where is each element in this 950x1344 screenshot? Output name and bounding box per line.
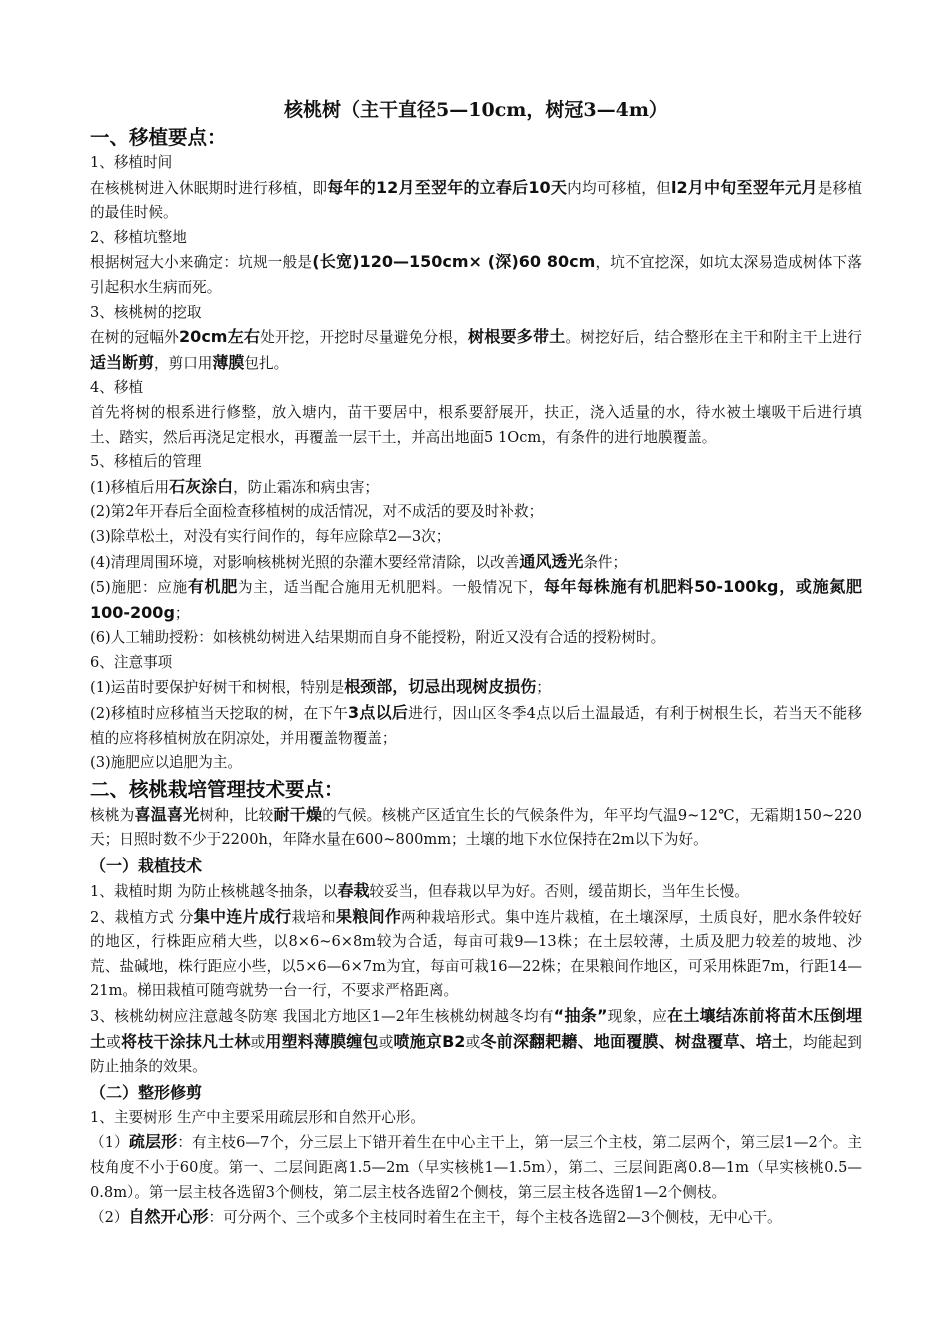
emphasis-text: 冬前深翻耙耱、地面覆膜、树盘覆草、培土: [480, 1031, 789, 1051]
paragraph: [90, 301, 862, 326]
emphasis-text: l2月中旬至翌年元月: [670, 177, 818, 197]
body-text: (3)施肥应以追肥为主。: [90, 754, 243, 772]
body-text: 处开挖，开挖时尽量避免分根，: [260, 329, 468, 347]
emphasis-text: 每年每株施有机肥料50-100kg，或施氮肥100-200g: [90, 577, 862, 622]
body-text: 6、注意事项: [90, 653, 173, 671]
body-text: 包扎。: [244, 354, 289, 372]
body-text: 在树的冠幅外: [90, 329, 180, 347]
body-text: 内均可移植，但: [567, 179, 671, 197]
paragraph: [90, 1106, 862, 1131]
paragraph: [90, 176, 862, 226]
body-text: 核桃为: [90, 806, 135, 824]
emphasis-text: 喜温喜光: [134, 804, 200, 824]
body-text: (1)移植后用: [90, 478, 170, 496]
body-text: 首先将树的根系进行修整，放入塘内，苗干要居中，根系要舒展开，扶正，浇入适量的水，待水被土壤吸干后进行填土、踏实，然后再浇足定根水，再覆盖一层干土，并高出地面5 1Ocm，有条件的进行地膜覆盖。: [90, 403, 862, 446]
body-text: 是移植的最佳时候。: [90, 179, 862, 222]
paragraph: [90, 325, 862, 376]
emphasis-text: 3点以后: [348, 703, 409, 723]
paragraph: [90, 803, 862, 853]
body-text: 树种，比较: [199, 806, 274, 824]
emphasis-text: 果粮间作: [336, 906, 402, 926]
body-text: ：有主枝6—7个，分三层上下错开着生在中心主干上，第一层三个主枝，第二层两个，第三层1—2个。主枝角度不小于60度。第一、二层间距离1.5—2m（早实核桃1—1.5m），第二、三层间距离0.8—1m（早实核桃0.5—0.8m）。第一层主枝各选留3个侧枝，第二层主枝各选留2个侧枝，第三层主枝各选留1—2个侧枝。: [90, 1134, 862, 1201]
body-text: 3、核桃幼树应注意越冬防寒 我国北方地区1—2年生核桃幼树越冬均有: [90, 1008, 554, 1025]
body-text: 或: [378, 1033, 394, 1051]
body-text: (4)清理周围环境，对影响核桃树光照的杂灌木要经常清除，以改善: [90, 553, 520, 571]
paragraph: [90, 250, 862, 300]
emphasis-text: 自然开心形: [128, 1207, 209, 1227]
emphasis-text: 集中连片成行: [193, 906, 292, 926]
body-text: ；: [536, 679, 551, 697]
paragraph: [90, 1004, 862, 1080]
emphasis-text: 20cm左右: [179, 327, 261, 347]
body-text: （2）: [90, 1209, 129, 1227]
paragraph: [90, 475, 862, 501]
emphasis-text: 用塑料薄膜缠包: [265, 1031, 379, 1051]
paragraph: [90, 401, 862, 450]
body-text: 栽培和: [291, 908, 337, 926]
document-page: [90, 96, 862, 1231]
emphasis-text: 喷施京B2: [393, 1031, 466, 1051]
emphasis-text: (长宽)120—150cm× (深)60 80cm: [312, 252, 596, 272]
body-text: ，剪口用: [154, 354, 213, 372]
body-text: （1）: [90, 1134, 129, 1152]
emphasis-text: 有机肥: [187, 577, 238, 597]
body-text: 较妥当，但春栽以早为好。否则，缓苗期长，当年生长慢。: [369, 883, 749, 901]
body-text: 3、核桃树的挖取: [90, 303, 202, 321]
body-text: (2)第2年开春后全面检查移植树的成活情况，对不成活的要及时补救；: [90, 503, 544, 521]
emphasis-text: 每年的12月至翌年的立春后10天: [327, 177, 568, 197]
paragraph: [90, 1130, 862, 1205]
emphasis-text: “抽条”: [553, 1006, 608, 1025]
body-text: (2)移植时应移植当天挖取的树，在下午: [90, 705, 349, 723]
emphasis-text: 薄膜: [212, 352, 245, 372]
paragraph: [90, 575, 862, 626]
body-text: 条件；: [583, 553, 628, 571]
paragraph: [90, 525, 862, 550]
paragraph: [90, 879, 862, 905]
document-body: [90, 124, 862, 1231]
paragraph: [90, 675, 862, 701]
body-text: 。树挖好后，结合整形在主干和附主干上进行: [565, 329, 862, 347]
body-text: 2、移植坑整地: [90, 228, 187, 246]
body-text: 1、移植时间: [90, 154, 173, 171]
body-text: 现象，应: [607, 1008, 668, 1025]
body-text: 为主，适当配合施用无机肥料。一般情况下，: [237, 579, 544, 597]
emphasis-text: 树根要多带土: [467, 327, 566, 347]
paragraph: [90, 905, 862, 1004]
body-text: 或: [106, 1033, 121, 1051]
body-text: ，防止霜冻和病虫害；: [233, 478, 380, 496]
emphasis-text: 根颈部，切忌出现树皮损伤: [344, 677, 537, 697]
section-heading: 二、核桃栽培管理技术要点：: [90, 777, 344, 801]
document-title: 核桃树（主干直径5—10cm，树冠3—4m）: [284, 99, 668, 121]
paragraph: [90, 626, 862, 651]
body-text: ；: [174, 604, 190, 622]
paragraph: [90, 151, 862, 176]
body-text: 进行，因山区冬季4点以后土温最适，有利于树根生长，若当天不能移植的应将移植树放在阴凉处，并用覆盖物覆盖；: [90, 705, 862, 747]
body-text: 两种栽培形式。集中连片栽植，在土壤深厚，土质良好，肥水条件较好的地区，行株距应稍大些，以8×6~6×8m较为合适，每亩可栽9—13株；在土层较薄，土质及肥力较差的坡地、沙荒、盐碱地，株行距应小些，以5×6—6×7m为宜，每亩可栽16—22株；在果粮间作地区，可采用株距7m，行距14—21m。梯田栽植可随弯就势一台一行，不要求严格距离。: [90, 908, 862, 1000]
emphasis-text: 通风透光: [519, 551, 584, 571]
paragraph: [90, 1205, 862, 1231]
body-text: (5)施肥：应施: [90, 579, 188, 597]
paragraph: [90, 701, 862, 751]
emphasis-text: 将枝干涂抹凡士林: [121, 1031, 251, 1051]
section-heading: 一、移植要点：: [90, 126, 227, 149]
emphasis-text: 在土壤结冻前将苗木压倒埋土: [90, 1006, 862, 1051]
body-text: (1)运苗时要保护好树干和树根，特别是: [90, 679, 345, 697]
body-text: 在核桃树进入休眠期时进行移植，即: [90, 179, 328, 197]
subsection-heading: （二）整形修剪: [90, 1082, 203, 1102]
paragraph: [90, 376, 862, 401]
body-text: 1、栽植时期 为防止核桃越冬抽条，以: [90, 883, 338, 901]
body-text: 1、主要树形 生产中主要采用疏层形和自然开心形。: [90, 1108, 425, 1126]
emphasis-text: 疏层形: [128, 1132, 178, 1152]
paragraph: [90, 500, 862, 525]
body-text: 5、移植后的管理: [90, 453, 202, 471]
paragraph: [90, 226, 862, 251]
emphasis-text: 石灰涂白: [169, 476, 234, 496]
body-text: 或: [250, 1033, 266, 1051]
body-text: 4、移植: [90, 379, 144, 397]
body-text: ：可分两个、三个或多个主枝同时着生在主干，每个主枝各选留2—3个侧枝，无中心干。: [208, 1209, 782, 1227]
paragraph: [90, 651, 862, 676]
body-text: ，均能起到防止抽条的效果。: [90, 1033, 862, 1076]
emphasis-text: 春栽: [337, 881, 370, 901]
paragraph: [90, 450, 862, 475]
emphasis-text: 适当断剪: [90, 352, 155, 372]
body-text: 或: [465, 1033, 481, 1051]
paragraph: [90, 751, 862, 776]
body-text: (3)除草松土，对没有实行间作的，每年应除草2—3次；: [90, 527, 451, 545]
body-text: 的气候。核桃产区适宜生长的气候条件为，年平均气温9~12℃，无霜期150~220天；日照时数不少于2200h，年降水量在600~800mm；土壤的地下水位保持在2m以下为好。: [90, 806, 862, 849]
body-text: 根据树冠大小来确定：坑规一般是: [90, 254, 313, 272]
subsection-heading: （一）栽植技术: [90, 856, 203, 876]
emphasis-text: 耐干燥: [273, 804, 323, 824]
body-text: (6)人工辅助授粉：如核桃幼树进入结果期而自身不能授粉，附近又没有合适的授粉树时。: [90, 629, 666, 647]
paragraph: [90, 550, 862, 576]
body-text: ，坑不宜挖深，如坑太深易造成树体下落引起积水生病而死。: [90, 254, 862, 296]
body-text: 2、栽植方式 分: [90, 908, 194, 926]
